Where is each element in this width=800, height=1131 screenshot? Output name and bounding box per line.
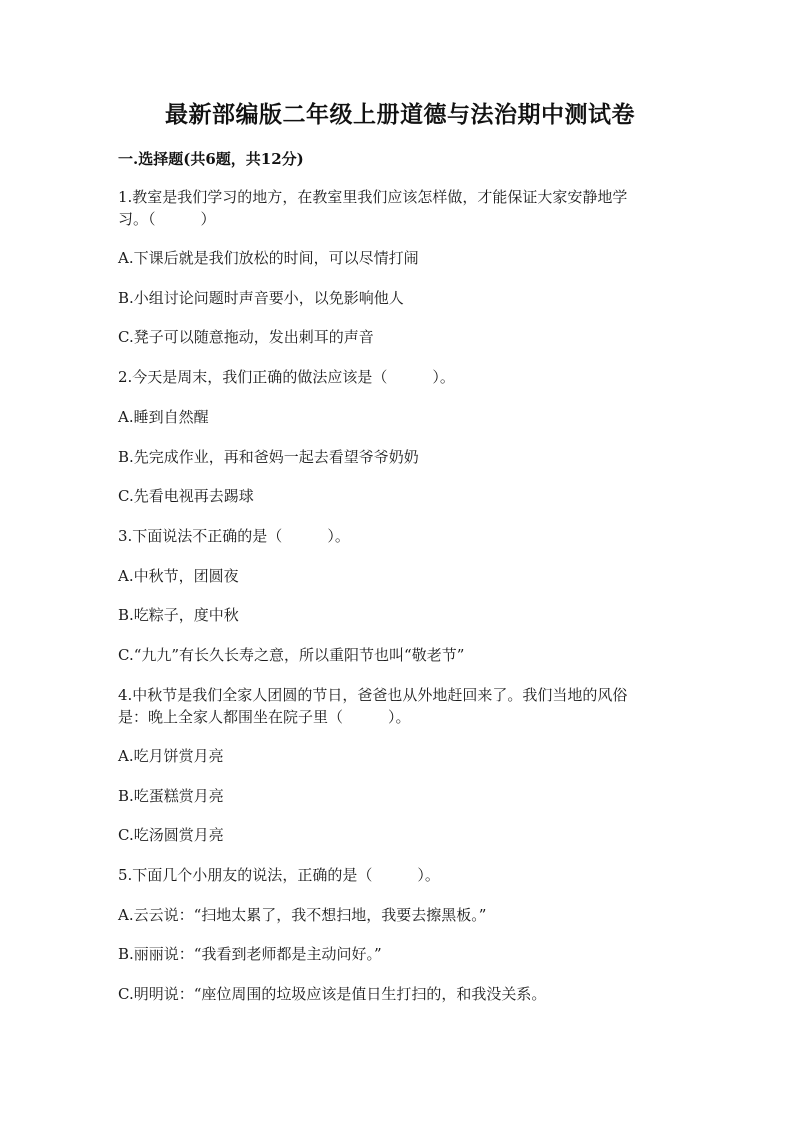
question-4-stem-line-1: 4.中秋节是我们全家人团圆的节日，爸爸也从外地赶回来了。我们当地的风俗 [118, 686, 628, 704]
question-1-option-a: A.下课后就是我们放松的时间，可以尽情打闹 [118, 249, 419, 267]
question-3-option-a: A.中秋节，团圆夜 [118, 567, 239, 585]
question-4-option-b: B.吃蛋糕赏月亮 [118, 787, 224, 805]
page-title: 最新部编版二年级上册道德与法治期中测试卷 [165, 101, 635, 128]
question-4-option-c: C.吃汤圆赏月亮 [118, 826, 224, 844]
question-2-stem: 2.今天是周末，我们正确的做法应该是（ ）。 [118, 368, 455, 386]
question-1-stem-line-2: 习。（ ） [118, 210, 216, 228]
question-5-option-a: A.云云说：“扫地太累了，我不想扫地，我要去擦黑板。” [118, 906, 487, 924]
question-3-option-c: C.“九九”有长久长寿之意，所以重阳节也叫“敬老节” [118, 646, 465, 664]
question-1-stem-line-1: 1.教室是我们学习的地方，在教室里我们应该怎样做，才能保证大家安静地学 [118, 188, 628, 206]
question-3-stem: 3.下面说法不正确的是（ ）。 [118, 527, 350, 545]
question-5-option-b: B.丽丽说：“我看到老师都是主动问好。” [118, 945, 382, 963]
question-1-option-c: C.凳子可以随意拖动，发出刺耳的声音 [118, 328, 374, 346]
question-2-option-b: B.先完成作业，再和爸妈一起去看望爷爷奶奶 [118, 448, 419, 466]
question-2-option-c: C.先看电视再去踢球 [118, 487, 254, 505]
question-5-stem: 5.下面几个小朋友的说法，正确的是（ ）。 [118, 866, 440, 884]
question-4-option-a: A.吃月饼赏月亮 [118, 747, 224, 765]
question-5-option-c: C.明明说：“座位周围的垃圾应该是值日生打扫的，和我没关系。 [118, 985, 547, 1003]
question-4-stem-line-2: 是：晚上全家人都围坐在院子里（ ）。 [118, 708, 411, 726]
question-1-option-b: B.小组讨论问题时声音要小，以免影响他人 [118, 289, 404, 307]
question-3-option-b: B.吃粽子，度中秋 [118, 606, 239, 624]
section-heading: 一.选择题(共6题，共12分) [118, 150, 304, 168]
question-2-option-a: A.睡到自然醒 [118, 408, 209, 426]
